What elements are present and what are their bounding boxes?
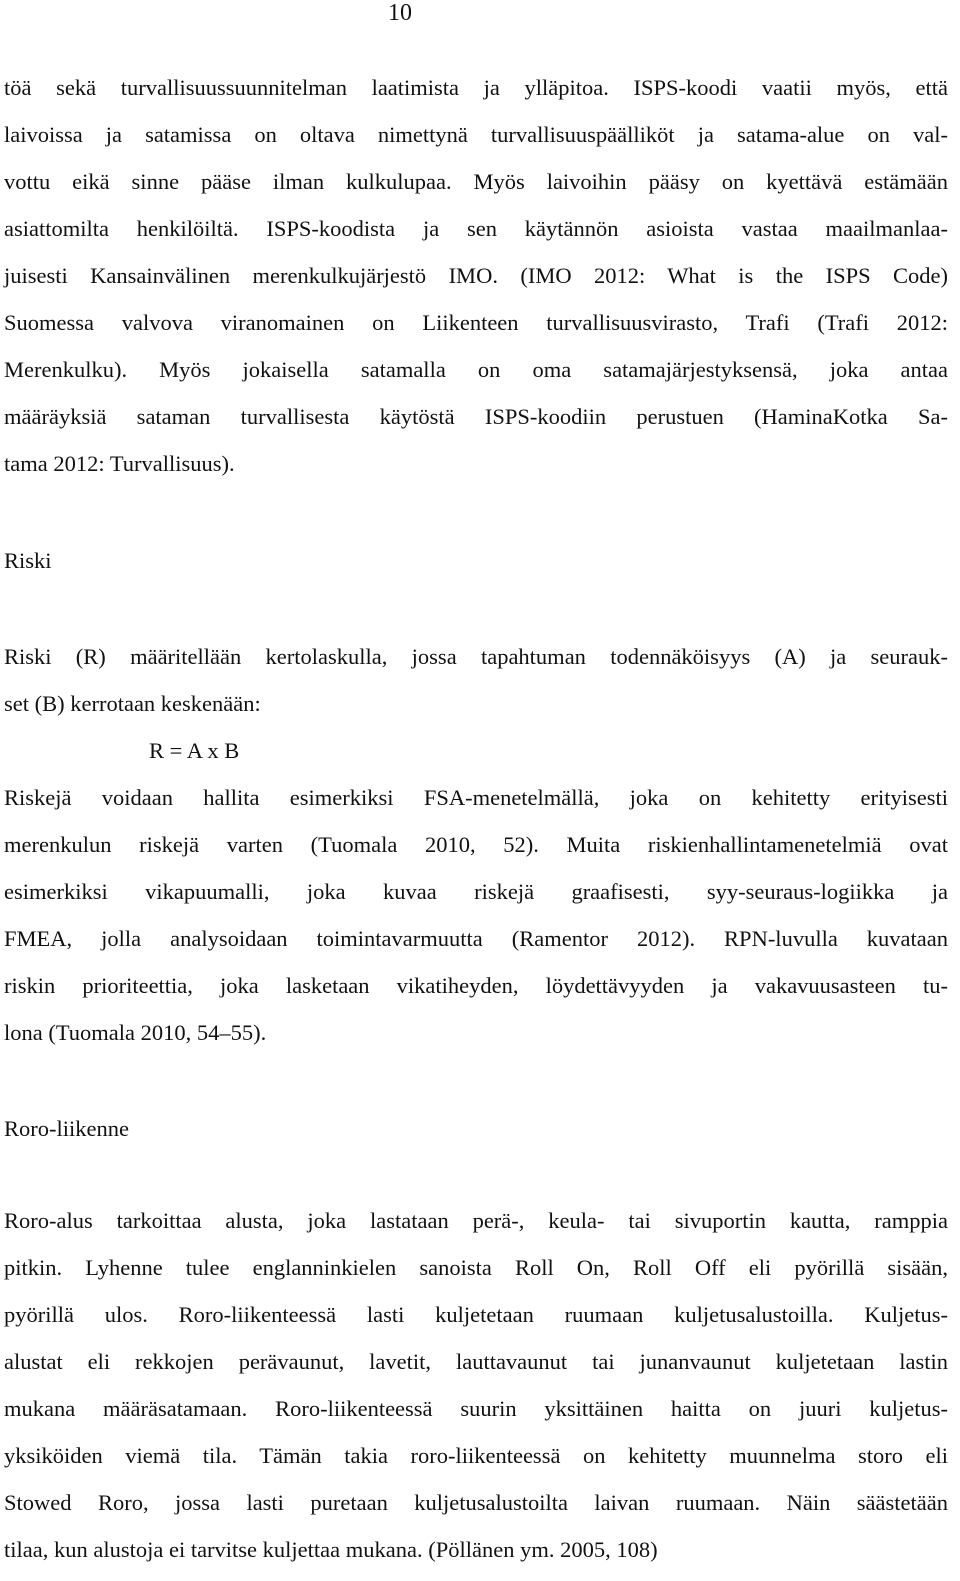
paragraph-1-line-4: asiattomilta henkilöiltä. ISPS-koodista ja sen käytännön asioista vastaa maailmanlaa- (4, 216, 948, 241)
roro-paragraph-line-4: alustat eli rekkojen perävaunut, lavetit, lauttavaunut tai junanvaunut kuljetetaan lastin (4, 1349, 948, 1374)
paragraph-1-line-3: vottu eikä sinne pääse ilman kulkulupaa. Myös laivoihin pääsy on kyettävä estämään (4, 169, 948, 194)
paragraph-1-line-6: Suomessa valvova viranomainen on Liikenteen turvallisuusvirasto, Trafi (Trafi 2012: (4, 310, 948, 335)
riski-paragraph-2-line-3: esimerkiksi vikapuumalli, joka kuvaa riskejä graafisesti, syy-seuraus-logiikka ja (4, 879, 948, 904)
paragraph-1-line-9: tama 2012: Turvallisuus). (4, 451, 235, 476)
roro-paragraph-line-8: tilaa, kun alustoja ei tarvitse kuljettaa mukana. (Pöllänen ym. 2005, 108) (4, 1537, 658, 1562)
risk-formula: R = A x B (149, 738, 240, 763)
riski-paragraph-2-line-1: Riskejä voidaan hallita esimerkiksi FSA-menetelmällä, joka on kehitetty erityisesti (4, 785, 948, 810)
roro-paragraph-line-2: pitkin. Lyhenne tulee englanninkielen sanoista Roll On, Roll Off eli pyörillä sisään, (4, 1255, 948, 1280)
roro-paragraph-line-6: yksiköiden viemä tila. Tämän takia roro-liikenteessä on kehitetty muunnelma storo eli (4, 1443, 948, 1468)
paragraph-1-line-1: töä sekä turvallisuussuunnitelman laatimista ja ylläpitoa. ISPS-koodi vaatii myös, että (4, 75, 948, 100)
roro-paragraph-line-7: Stowed Roro, jossa lasti puretaan kuljetusalustoilta laivan ruumaan. Näin säästetään (4, 1490, 948, 1515)
paragraph-1-line-5: juisesti Kansainvälinen merenkulkujärjestö IMO. (IMO 2012: What is the ISPS Code) (4, 263, 948, 288)
roro-paragraph-line-1: Roro-alus tarkoittaa alusta, joka lastataan perä-, keula- tai sivuportin kautta, ramppia (4, 1208, 948, 1233)
riski-paragraph-2-line-5: riskin prioriteettia, joka lasketaan vikatiheyden, löydettävyyden ja vakavuusasteen tu- (4, 973, 948, 998)
riski-paragraph-2-line-2: merenkulun riskejä varten (Tuomala 2010, 52). Muita riskienhallintamenetelmiä ovat (4, 832, 948, 857)
section-heading-roro: Roro-liikenne (4, 1116, 129, 1141)
paragraph-1-line-8: määräyksiä sataman turvallisesta käytöstä ISPS-koodiin perustuen (HaminaKotka Sa- (4, 404, 948, 429)
roro-paragraph-line-3: pyörillä ulos. Roro-liikenteessä lasti kuljetetaan ruumaan kuljetusalustoilla. Kuljetus- (4, 1302, 948, 1327)
riski-paragraph-2-line-6: lona (Tuomala 2010, 54–55). (4, 1020, 267, 1045)
roro-paragraph-line-5: mukana määräsatamaan. Roro-liikenteessä suurin yksittäinen haitta on juuri kuljetus- (4, 1396, 948, 1421)
page-number: 10 (388, 0, 412, 26)
riski-paragraph-1-line-1: Riski (R) määritellään kertolaskulla, jossa tapahtuman todennäköisyys (A) ja seurauk- (4, 644, 948, 669)
riski-paragraph-1-line-2: set (B) kerrotaan keskenään: (4, 691, 261, 716)
paragraph-1-line-7: Merenkulku). Myös jokaisella satamalla on oma satamajärjestyksensä, joka antaa (4, 357, 948, 382)
paragraph-1-line-2: laivoissa ja satamissa on oltava nimettynä turvallisuuspäälliköt ja satama-alue on val- (4, 122, 948, 147)
riski-paragraph-2-line-4: FMEA, jolla analysoidaan toimintavarmuutta (Ramentor 2012). RPN-luvulla kuvataan (4, 926, 948, 951)
section-heading-riski: Riski (4, 548, 52, 573)
